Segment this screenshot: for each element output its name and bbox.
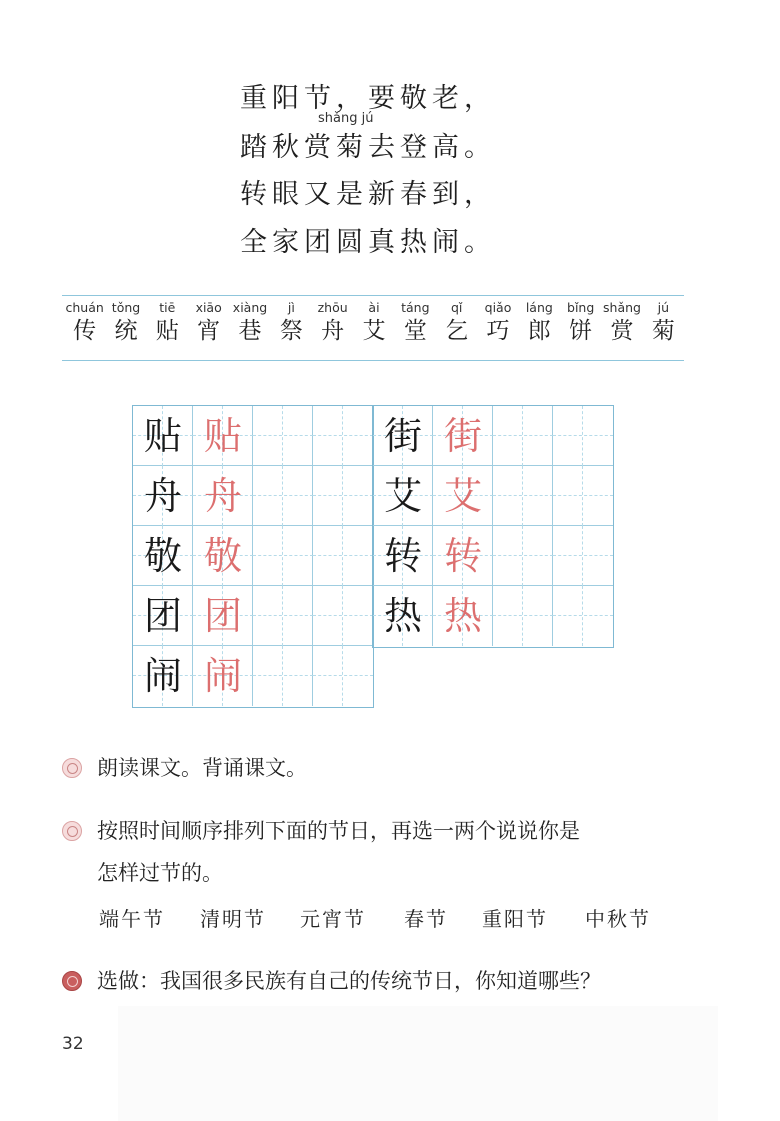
new-character-item bbox=[637, 300, 689, 346]
pinyin: chuán bbox=[65, 300, 104, 315]
grid-cell bbox=[313, 526, 373, 586]
grid-cell bbox=[373, 466, 433, 526]
grid-cell bbox=[133, 526, 193, 586]
grid-cell bbox=[193, 406, 253, 466]
grid-cell bbox=[433, 466, 493, 526]
grid-cell bbox=[493, 406, 553, 466]
holiday-item: 重阳节 bbox=[482, 907, 548, 931]
background-shade bbox=[118, 1006, 718, 1121]
grid-cell bbox=[553, 526, 613, 586]
hanzi: 赏 bbox=[610, 318, 634, 344]
pinyin: jì bbox=[287, 300, 295, 315]
hanzi: 巷 bbox=[238, 318, 262, 344]
grid-cell bbox=[133, 646, 193, 706]
model-character: 团 bbox=[143, 594, 182, 638]
hanzi: 乞 bbox=[445, 318, 469, 344]
grid-cell bbox=[553, 586, 613, 646]
exercise-3-text: 选做：我国很多民族有自己的传统节日，你知道哪些？ bbox=[97, 969, 601, 993]
holiday-item: 清明节 bbox=[200, 907, 266, 931]
grid-cell bbox=[373, 586, 433, 646]
pinyin: tiē bbox=[159, 300, 176, 315]
grid-cell bbox=[193, 586, 253, 646]
pinyin-annotation: shǎng jú bbox=[318, 111, 374, 126]
grid-cell bbox=[313, 586, 373, 646]
grid-cell bbox=[553, 406, 613, 466]
hanzi: 堂 bbox=[403, 318, 427, 344]
grid-cell bbox=[193, 646, 253, 706]
grid-cell bbox=[253, 646, 313, 706]
poem-line-2: 踏秋赏菊去登高。 bbox=[240, 132, 496, 163]
pinyin: qiǎo bbox=[484, 300, 512, 315]
poem-line-4: 全家团圆真热闹。 bbox=[240, 227, 496, 258]
grid-cell bbox=[193, 466, 253, 526]
pinyin: zhōu bbox=[317, 300, 348, 315]
grid-cell bbox=[433, 526, 493, 586]
pinyin: ài bbox=[368, 300, 380, 315]
exercise-2-text-line-1: 按照时间顺序排列下面的节日，再选一两个说说你是 bbox=[97, 819, 580, 843]
pinyin: tǒng bbox=[111, 300, 141, 315]
grid-cell bbox=[433, 586, 493, 646]
model-character: 贴 bbox=[143, 414, 182, 458]
grid-cell bbox=[493, 526, 553, 586]
model-character: 闹 bbox=[143, 654, 182, 698]
grid-cell bbox=[433, 406, 493, 466]
grid-cell bbox=[373, 406, 433, 466]
model-character: 艾 bbox=[383, 474, 422, 518]
hanzi: 贴 bbox=[155, 318, 179, 344]
grid-cell bbox=[373, 526, 433, 586]
trace-character: 敬 bbox=[203, 534, 242, 578]
holiday-item: 元宵节 bbox=[300, 907, 366, 931]
exercise-1-text: 朗读课文。背诵课文。 bbox=[97, 756, 307, 780]
grid-cell bbox=[253, 466, 313, 526]
grid-cell bbox=[313, 466, 373, 526]
hanzi: 传 bbox=[73, 318, 97, 344]
hanzi: 艾 bbox=[362, 318, 386, 344]
model-character: 街 bbox=[383, 414, 422, 458]
model-character: 敬 bbox=[143, 534, 182, 578]
grid-cell bbox=[253, 406, 313, 466]
model-character: 热 bbox=[383, 594, 422, 638]
exercise-1-bullet-icon bbox=[62, 758, 82, 778]
trace-character: 团 bbox=[203, 594, 242, 638]
poem-line-1: 重阳节，要敬老， bbox=[240, 83, 496, 114]
hanzi: 郎 bbox=[527, 318, 551, 344]
pinyin: shǎng bbox=[603, 300, 641, 315]
grid-cell bbox=[133, 586, 193, 646]
hanzi: 巧 bbox=[486, 318, 510, 344]
grid-cell bbox=[193, 526, 253, 586]
holiday-item: 端午节 bbox=[99, 907, 165, 931]
grid-cell bbox=[133, 466, 193, 526]
grid-cell bbox=[133, 406, 193, 466]
page-number: 32 bbox=[62, 1034, 84, 1054]
hanzi: 舟 bbox=[321, 318, 345, 344]
writing-grid-left bbox=[132, 405, 374, 708]
grid-cell bbox=[313, 646, 373, 706]
holiday-item: 春节 bbox=[404, 907, 448, 931]
holiday-item: 中秋节 bbox=[585, 907, 651, 931]
writing-grid-right bbox=[372, 405, 614, 648]
divider-top bbox=[62, 295, 684, 296]
hanzi: 宵 bbox=[197, 318, 221, 344]
poem-line-3: 转眼又是新春到， bbox=[240, 179, 496, 210]
trace-character: 热 bbox=[443, 594, 482, 638]
pinyin: qǐ bbox=[450, 300, 463, 315]
grid-cell bbox=[253, 586, 313, 646]
exercise-2-text-line-2: 怎样过节的。 bbox=[97, 861, 223, 885]
new-characters-bar bbox=[64, 300, 684, 356]
trace-character: 艾 bbox=[443, 474, 482, 518]
trace-character: 转 bbox=[443, 534, 482, 578]
model-character: 舟 bbox=[143, 474, 182, 518]
grid-cell bbox=[493, 466, 553, 526]
trace-character: 闹 bbox=[203, 654, 242, 698]
pinyin: táng bbox=[401, 300, 430, 315]
trace-character: 街 bbox=[443, 414, 482, 458]
pinyin: jú bbox=[657, 300, 670, 315]
pinyin: láng bbox=[525, 300, 553, 315]
divider-bottom bbox=[62, 360, 684, 361]
trace-character: 舟 bbox=[203, 474, 242, 518]
hanzi: 统 bbox=[114, 318, 138, 344]
trace-character: 贴 bbox=[203, 414, 242, 458]
grid-cell bbox=[313, 406, 373, 466]
exercise-3-bullet-icon bbox=[62, 971, 82, 991]
hanzi: 饼 bbox=[569, 318, 593, 344]
exercise-2-bullet-icon bbox=[62, 821, 82, 841]
grid-cell bbox=[493, 586, 553, 646]
grid-cell bbox=[553, 466, 613, 526]
hanzi: 菊 bbox=[651, 318, 675, 344]
pinyin: xiāo bbox=[195, 300, 222, 315]
model-character: 转 bbox=[383, 534, 422, 578]
hanzi: 祭 bbox=[279, 318, 303, 344]
pinyin: bǐng bbox=[567, 300, 595, 315]
grid-cell bbox=[253, 526, 313, 586]
pinyin: xiàng bbox=[232, 300, 268, 315]
